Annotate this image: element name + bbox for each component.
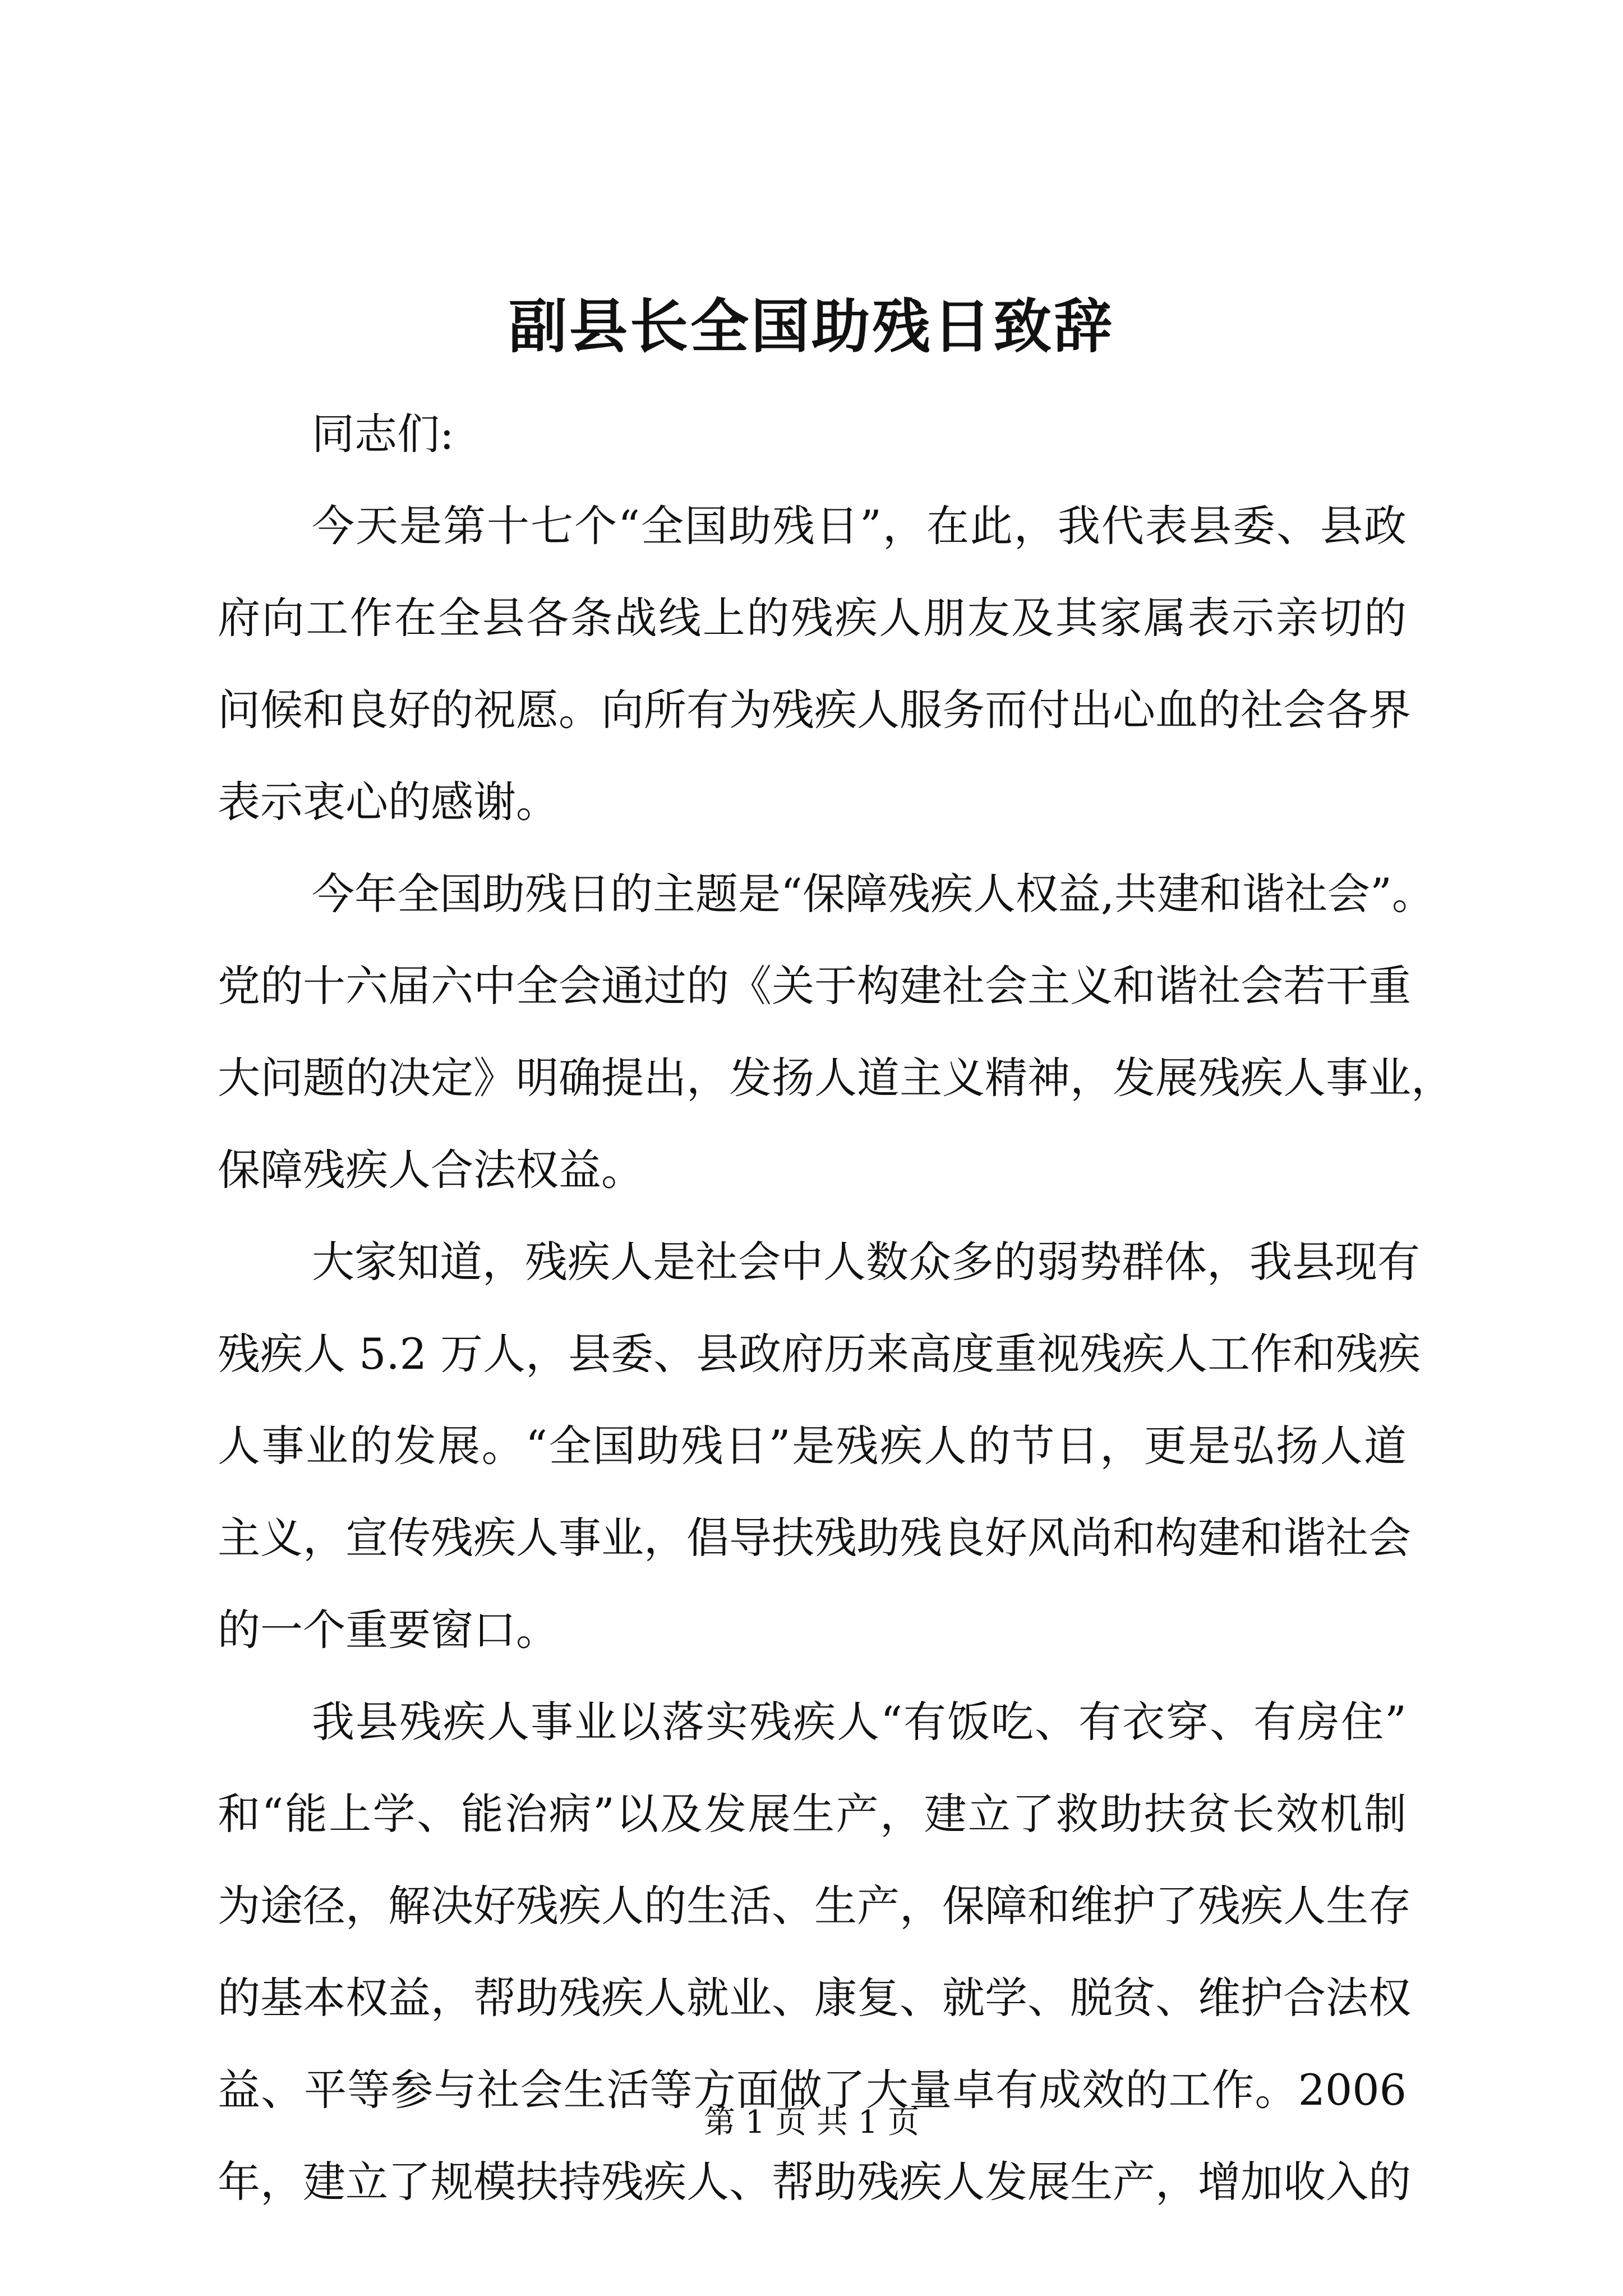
text-line: 今天是第十七个“全国助残日”，在此，我代表县委、县政 — [312, 501, 1407, 551]
text-line: 为途径，解决好残疾人的生活、生产，保障和维护了残疾人生存 — [218, 1881, 1411, 1931]
text-line: 主义，宣传残疾人事业，倡导扶残助残良好风尚和构建和谐社会 — [218, 1513, 1411, 1563]
text-line: 益、平等参与社会生活等方面做了大量卓有成效的工作。2006 — [218, 2065, 1407, 2115]
page-footer: 第 1 页 共 1 页 — [703, 2104, 920, 2141]
text-line: 人事业的发展。“全国助残日”是残疾人的节日，更是弘扬人道 — [218, 1421, 1407, 1471]
paragraph-2 — [218, 848, 1454, 1216]
text-line: 残疾人 5.2 万人，县委、县政府历来高度重视残疾人工作和残疾 — [218, 1329, 1421, 1379]
document-title: 副县长全国助残日致辞 — [508, 292, 1114, 361]
paragraph-1 — [218, 480, 1411, 848]
text-line: 的基本权益，帮助残疾人就业、康复、就学、脱贫、维护合法权 — [218, 1973, 1411, 2023]
text-line: 我县残疾人事业以落实残疾人“有饭吃、有衣穿、有房住” — [312, 1697, 1407, 1747]
text-line: 府向工作在全县各条战线上的残疾人朋友及其家属表示亲切的 — [218, 593, 1407, 643]
document-body — [218, 388, 1454, 2228]
text-line: 年，建立了规模扶持残疾人、帮助残疾人发展生产，增加收入的 — [218, 2157, 1411, 2207]
paragraph-4 — [218, 1676, 1411, 2228]
text-line: 的一个重要窗口。 — [218, 1605, 559, 1655]
text-line: 大家知道，残疾人是社会中人数众多的弱势群体，我县现有 — [312, 1237, 1420, 1287]
salutation: 同志们: — [312, 409, 454, 459]
text-line: 大问题的决定》明确提出，发扬人道主义精神，发展残疾人事业， — [218, 1053, 1454, 1103]
text-line: 表示衷心的感谢。 — [218, 777, 559, 827]
text-line: 党的十六届六中全会通过的《关于构建社会主义和谐社会若干重 — [218, 961, 1411, 1011]
text-line: 和“能上学、能治病”以及发展生产，建立了救助扶贫长效机制 — [218, 1789, 1407, 1839]
text-line: 问候和良好的祝愿。向所有为残疾人服务而付出心血的社会各界 — [218, 685, 1411, 735]
text-line: 保障残疾人合法权益。 — [218, 1145, 644, 1195]
paragraph-3 — [218, 1216, 1421, 1676]
text-line: 今年全国助残日的主题是“保障残疾人权益,共建和谐社会”。 — [312, 869, 1435, 919]
